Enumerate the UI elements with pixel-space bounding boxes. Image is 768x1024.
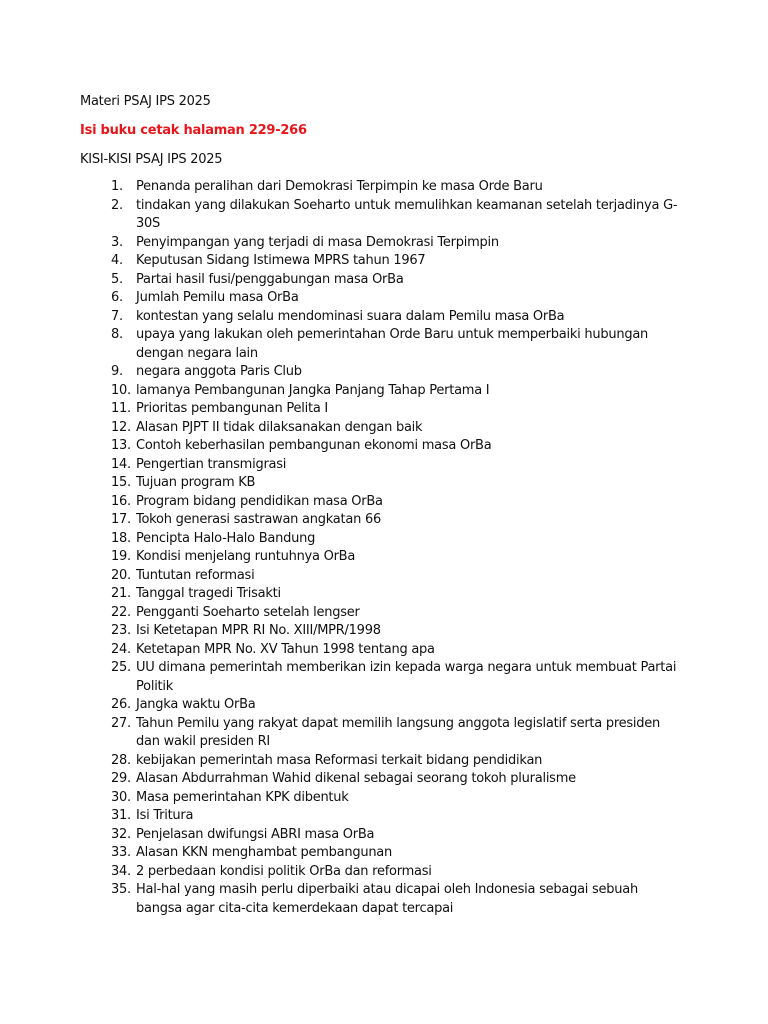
list-item-text: Alasan Abdurrahman Wahid dikenal sebagai seorang tokoh pluralisme [136, 771, 576, 786]
list-item-number: 12. [111, 419, 131, 435]
list-item-number: 13. [111, 438, 131, 453]
list-item [80, 530, 680, 549]
list-item [80, 863, 680, 882]
list-item-text: negara anggota Paris Club [136, 364, 302, 379]
list-item [80, 197, 680, 234]
list-item-number: 15. [111, 475, 131, 490]
list-item [80, 437, 680, 456]
list-item [80, 567, 680, 586]
document-title: Materi PSAJ IPS 2025 [80, 94, 211, 109]
list-item-number: 11. [111, 401, 131, 416]
document-content [80, 92, 680, 918]
list-item [80, 715, 680, 752]
list-item [80, 604, 680, 623]
list-item [80, 548, 680, 567]
list-item-text: Tuntutan reformasi [136, 567, 255, 583]
list-item [80, 252, 680, 271]
list-item-number: 8. [111, 327, 123, 342]
list-item-number: 35. [111, 882, 131, 897]
list-item [80, 363, 680, 382]
list-item-number: 20. [111, 567, 131, 583]
list-item-text: Program bidang pendidikan masa OrBa [136, 493, 383, 509]
list-item-number: 32. [111, 826, 131, 842]
list-item-text: Isi Tritura [136, 808, 194, 823]
list-item-number: 9. [111, 364, 123, 379]
list-item [80, 752, 680, 771]
list-item-number: 21. [111, 586, 131, 601]
list-item [80, 622, 680, 641]
list-item-number: 27. [111, 715, 131, 731]
section-heading: KISI-KISI PSAJ IPS 2025 [80, 152, 223, 167]
list-item [80, 844, 680, 863]
list-item-text: Partai hasil fusi/penggabungan masa OrBa [136, 271, 404, 287]
list-item-text: upaya yang lakukan oleh pemerintahan Orde Baru untuk memperbaiki hubungan dengan negara lain [136, 327, 649, 361]
list-item-number: 3. [111, 234, 123, 250]
list-item [80, 641, 680, 660]
list-item [80, 585, 680, 604]
list-item [80, 807, 680, 826]
list-item-text: Penanda peralihan dari Demokrasi Terpimpin ke masa Orde Baru [136, 179, 543, 194]
list-item-text: kontestan yang selalu mendominasi suara dalam Pemilu masa OrBa [136, 308, 565, 324]
list-item [80, 326, 680, 363]
list-item-text: Masa pemerintahan KPK dibentuk [136, 789, 349, 805]
list-item-text: 2 perbedaan kondisi politik OrBa dan reformasi [136, 863, 432, 879]
list-item-text: Tahun Pemilu yang rakyat dapat memilih langsung anggota legislatif serta presiden dan wakil presiden RI [136, 715, 661, 749]
list-item [80, 826, 680, 845]
list-item-number: 18. [111, 530, 131, 546]
list-item-number: 2. [111, 197, 123, 213]
list-item [80, 382, 680, 401]
list-item-text: Tanggal tragedi Trisakti [136, 586, 281, 601]
list-item [80, 659, 680, 696]
document-subtitle: Isi buku cetak halaman 229-266 [80, 123, 307, 138]
list-item-number: 30. [111, 789, 131, 805]
list-item-text: Alasan PJPT II tidak dilaksanakan dengan baik [136, 419, 423, 435]
list-item [80, 789, 680, 808]
list-item-number: 16. [111, 493, 131, 509]
list-item-number: 14. [111, 456, 131, 472]
list-item-number: 6. [111, 290, 123, 305]
list-item-text: Pencipta Halo-Halo Bandung [136, 530, 316, 546]
list-item [80, 696, 680, 715]
list-item [80, 881, 680, 918]
list-item [80, 419, 680, 438]
list-item-text: Penyimpangan yang terjadi di masa Demokrasi Terpimpin [136, 234, 499, 250]
list-item-number: 10. [111, 382, 131, 398]
list-item [80, 474, 680, 493]
list-item-number: 19. [111, 549, 131, 564]
list-item [80, 400, 680, 419]
list-item [80, 178, 680, 197]
question-list [80, 178, 680, 918]
list-item-text: kebijakan pemerintah masa Reformasi terkait bidang pendidikan [136, 752, 543, 768]
list-item-number: 4. [111, 253, 123, 268]
list-item [80, 493, 680, 512]
list-item [80, 289, 680, 308]
list-item-number: 25. [111, 660, 131, 675]
list-item-text: Ketetapan MPR No. XV Tahun 1998 tentang apa [136, 641, 435, 657]
list-item-text: Contoh keberhasilan pembangunan ekonomi masa OrBa [136, 438, 492, 453]
list-item-text: Kondisi menjelang runtuhnya OrBa [136, 549, 356, 564]
list-item-text: Jumlah Pemilu masa OrBa [136, 290, 299, 305]
list-item-text: lamanya Pembangunan Jangka Panjang Tahap Pertama I [136, 382, 490, 398]
list-item-text: Tujuan program KB [136, 475, 256, 490]
list-item [80, 234, 680, 253]
list-item-number: 33. [111, 845, 131, 860]
list-item-number: 24. [111, 641, 131, 657]
list-item-text: Prioritas pembangunan Pelita I [136, 401, 329, 416]
list-item-number: 7. [111, 308, 123, 324]
list-item-text: UU dimana pemerintah memberikan izin kepada warga negara untuk membuat Partai Politik [136, 660, 677, 694]
list-item-text: Alasan KKN menghambat pembangunan [136, 845, 393, 860]
list-item-number: 29. [111, 771, 131, 786]
list-item [80, 456, 680, 475]
list-item-text: Pengganti Soeharto setelah lengser [136, 604, 360, 620]
list-item-number: 5. [111, 271, 123, 287]
list-item-number: 34. [111, 863, 131, 879]
list-item-text: Jangka waktu OrBa [136, 697, 256, 712]
list-item-number: 1. [111, 179, 123, 194]
list-item-number: 28. [111, 752, 131, 768]
list-item-number: 22. [111, 604, 131, 620]
list-item-text: Isi Ketetapan MPR RI No. XIII/MPR/1998 [136, 623, 381, 638]
list-item-number: 31. [111, 808, 131, 823]
list-item-text: Hal-hal yang masih perlu diperbaiki atau dicapai oleh Indonesia sebagai sebuah bangsa agar cita-cita kemerdekaan dapat tercapai [136, 882, 638, 916]
list-item [80, 271, 680, 290]
list-item-text: Tokoh generasi sastrawan angkatan 66 [136, 512, 381, 527]
list-item-number: 26. [111, 697, 131, 712]
list-item-number: 23. [111, 623, 131, 638]
list-item [80, 511, 680, 530]
list-item [80, 308, 680, 327]
list-item-text: Keputusan Sidang Istimewa MPRS tahun 1967 [136, 253, 426, 268]
list-item-text: Pengertian transmigrasi [136, 456, 287, 472]
list-item-number: 17. [111, 512, 131, 527]
list-item-text: tindakan yang dilakukan Soeharto untuk memulihkan keamanan setelah terjadinya G-30S [136, 197, 678, 231]
list-item [80, 770, 680, 789]
list-item-text: Penjelasan dwifungsi ABRI masa OrBa [136, 826, 375, 842]
